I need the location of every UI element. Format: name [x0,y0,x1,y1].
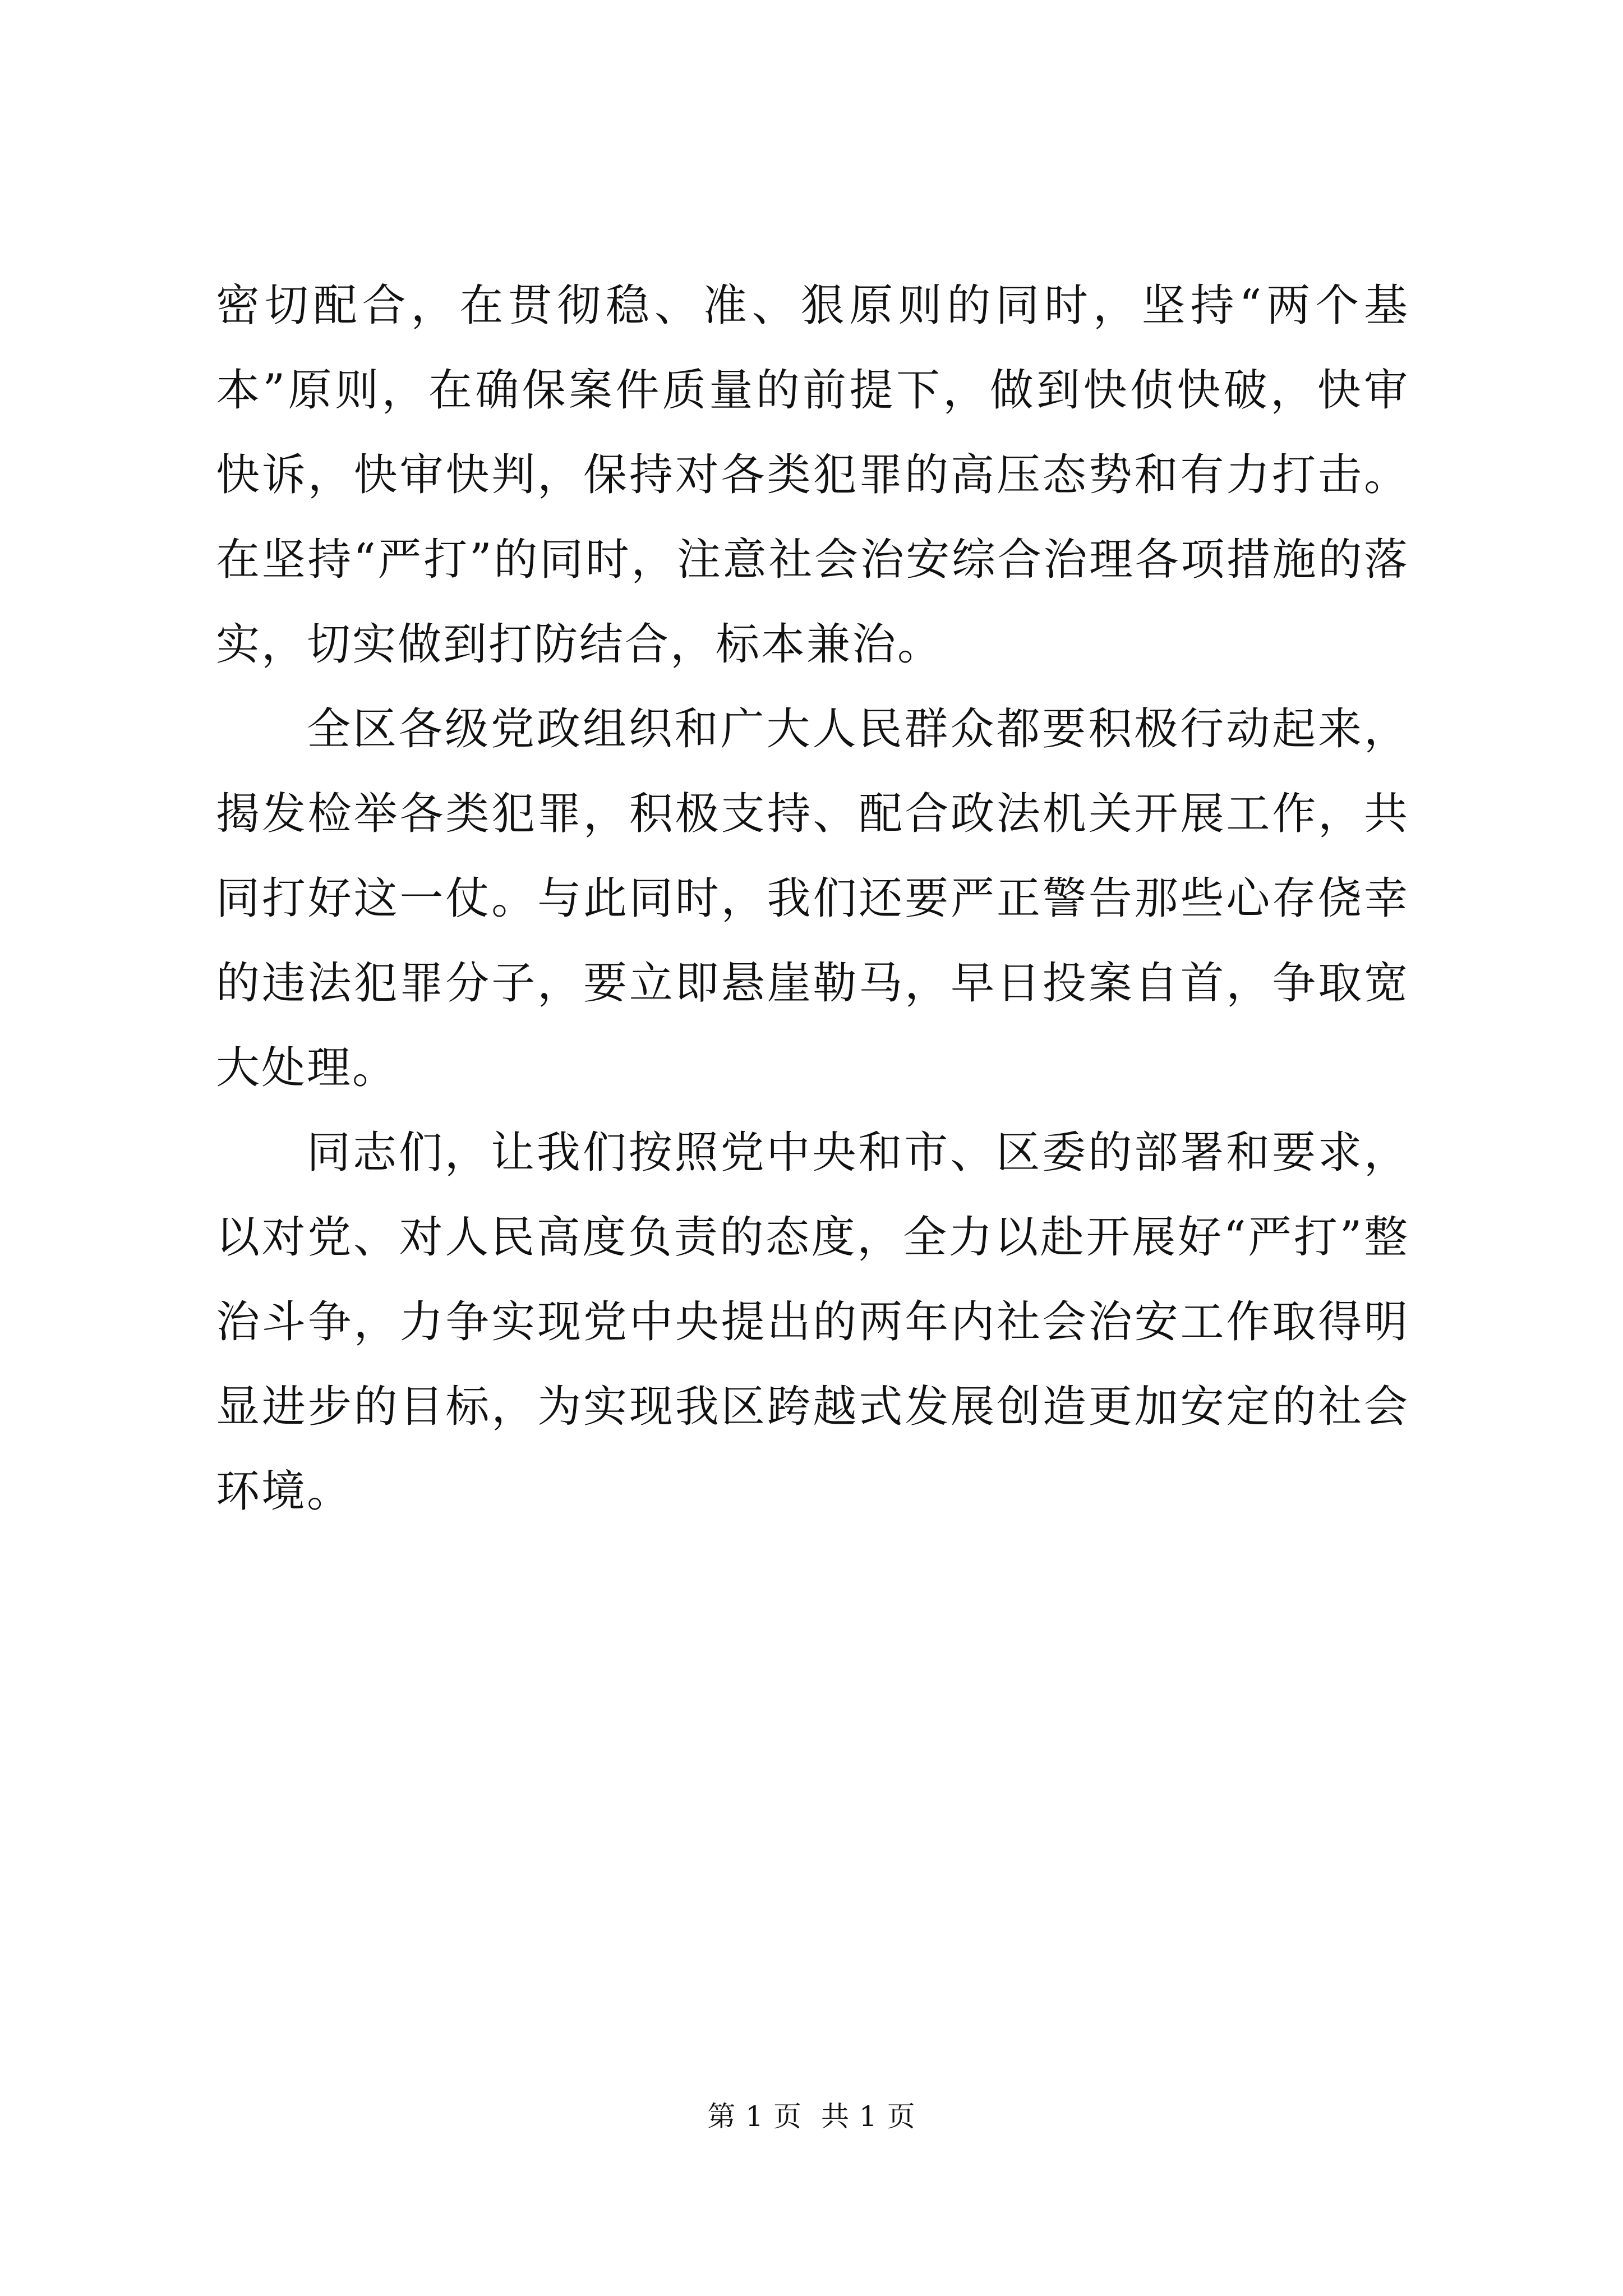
page-footer [0,2097,1623,2136]
paragraph-2: 全区各级党政组织和广大人民群众都要积极行动起来，揭发检举各类犯罪，积极支持、配合政法机关开展工作，共同打好这一仗。与此同时，我们还要严正警告那些心存侥幸的违法犯罪分子，要立即悬崖勒马，早日投案自首，争取宽大处理。 [216,704,1409,1093]
document-body [216,264,1409,1534]
page-number: 第 1 页 [707,2100,802,2133]
paragraph-1: 密切配合，在贯彻稳、准、狠原则的同时，坚持“两个基本”原则，在确保案件质量的前提下，做到快侦快破，快审快诉，快审快判，保持对各类犯罪的高压态势和有力打击。在坚持“严打”的同时，注意社会治安综合治理各项措施的落实，切实做到打防结合，标本兼治。 [216,280,1409,670]
paragraph-3: 同志们，让我们按照党中央和市、区委的部署和要求，以对党、对人民高度负责的态度，全力以赴开展好“严打”整治斗争，力争实现党中央提出的两年内社会治安工作取得明显进步的目标，为实现我区跨越式发展创造更加安定的社会环境。 [216,1128,1409,1517]
total-pages: 共 1 页 [821,2100,916,2133]
